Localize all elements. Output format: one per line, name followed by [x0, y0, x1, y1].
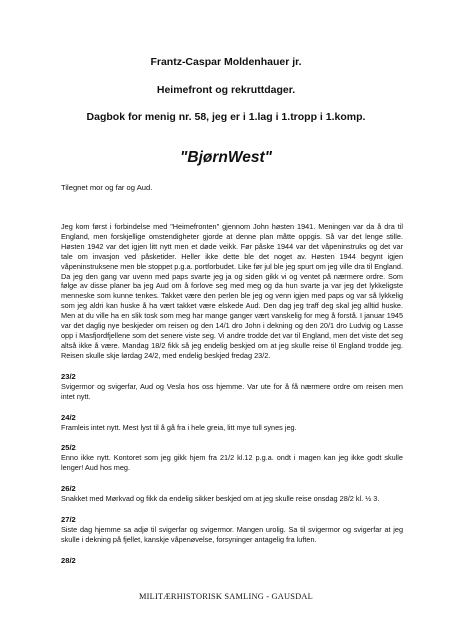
intro-paragraph: Jeg kom først i forbindelse med "Heimefronten" gjennom John høsten 1941. Meningen var da å dra til England, men forskjellige omstendigheter gjorde at denne plan måtte oppgis. Så var det lenge stille. Høsten 1942 var det igjen litt nytt men et døde veikk. Før påske 1944 var det våpeninstruks og det var tale om invasjon ved påsketider. Heller ikke dette ble det noget av. Høsten 1944 begynt igjen våpeninstruksene men ble stoppet p.g.a. portforbudet. Like før jul ble jeg spurt om jeg ville dra til England. Da jeg den gang var uvenn med paps svarte jeg ja og siden gikk vi og ventet på nærmere ordre. Som følge av disse planer ba jeg Aud om å forlove seg med meg og da hun svarte ja var jeg det lykkeligste menneske som kunne tenkes. Takket være den perlen ble jeg og venn igjen med paps og var så lykkelig som jeg aldri kan huske å ha vært takket være elskede Aud. Den dag jeg traff deg skal jeg alltid huske. Men at du ville ha en slik tosk som meg har mange ganger vært vanskelig for meg å forstå. I januar 1945 var det daglig nye beskjeder om reisen og den 14/1 dro John i dekning og den 20/1 dro Ludvig og Lasse opp i Masfjordfjellene som det senere viste seg. Vi andre trodde det var til England, men det viste det seg altså ikke å være. Mandag 18/2 fikk så jeg endelig beskjed om at jeg skulle reise til England trodde jeg. Reisen skulle skje lørdag 24/2, med endelig beskjed fredag 23/2.: [61, 222, 403, 360]
entry-date: 24/2: [61, 412, 76, 422]
entry-date: 28/2: [61, 555, 76, 565]
entry-text: Siste dag hjemme sa adjø til svigerfar og svigermor. Mangen urolig. Sa til svigermor og svigerfar at jeg skulle i dekning på fjellet, kanskje våpenøvelse, forsyninger antagelig fra luften.: [61, 525, 403, 545]
diary-entry: [61, 372, 403, 402]
diary-entry: [61, 413, 403, 433]
entry-text: Framleis intet nytt. Mest lyst til å gå fra i hele greia, litt mye tull synes jeg.: [61, 422, 297, 432]
diary-entry: [61, 556, 403, 566]
entry-text: Enno ikke nytt. Kontoret som jeg gikk hjem fra 21/2 kl.12 p.g.a. ondt i magen kan jeg ikke godt skulle lenger! Aud hos meg.: [61, 453, 403, 473]
entry-text: Snakket med Mørkvad og fikk da endelig sikker beskjed om at jeg skulle reise onsdag 28/2 kl. ½ 3.: [61, 494, 380, 504]
dedication-line: Tilegnet mor og far og Aud.: [61, 183, 153, 192]
entry-date: 25/2: [61, 443, 76, 453]
diary-entry: [61, 443, 403, 473]
diary-heading: Dagbok for menig nr. 58, jeg er i 1.lag i 1.tropp i 1.komp.: [86, 111, 366, 123]
entry-text: Svigermor og svigerfar, Aud og Vesla hos oss hjemme. Var ute for å få nærmere ordre om reisen men intet nytt.: [61, 381, 403, 401]
subtitle-heading: Heimefront og rekruttdager.: [156, 84, 296, 96]
entry-date: 27/2: [61, 515, 76, 525]
author-heading: Frantz-Caspar Moldenhauer jr.: [150, 56, 302, 68]
diary-entry: [61, 515, 403, 545]
footer-archive-name: MILITÆRHISTORISK SAMLING - GAUSDAL: [139, 592, 313, 601]
document-title: "BjørnWest": [180, 149, 272, 166]
diary-entry: [61, 484, 403, 504]
document-body: [61, 222, 403, 577]
entry-date: 26/2: [61, 484, 76, 494]
entry-date: 23/2: [61, 371, 76, 381]
